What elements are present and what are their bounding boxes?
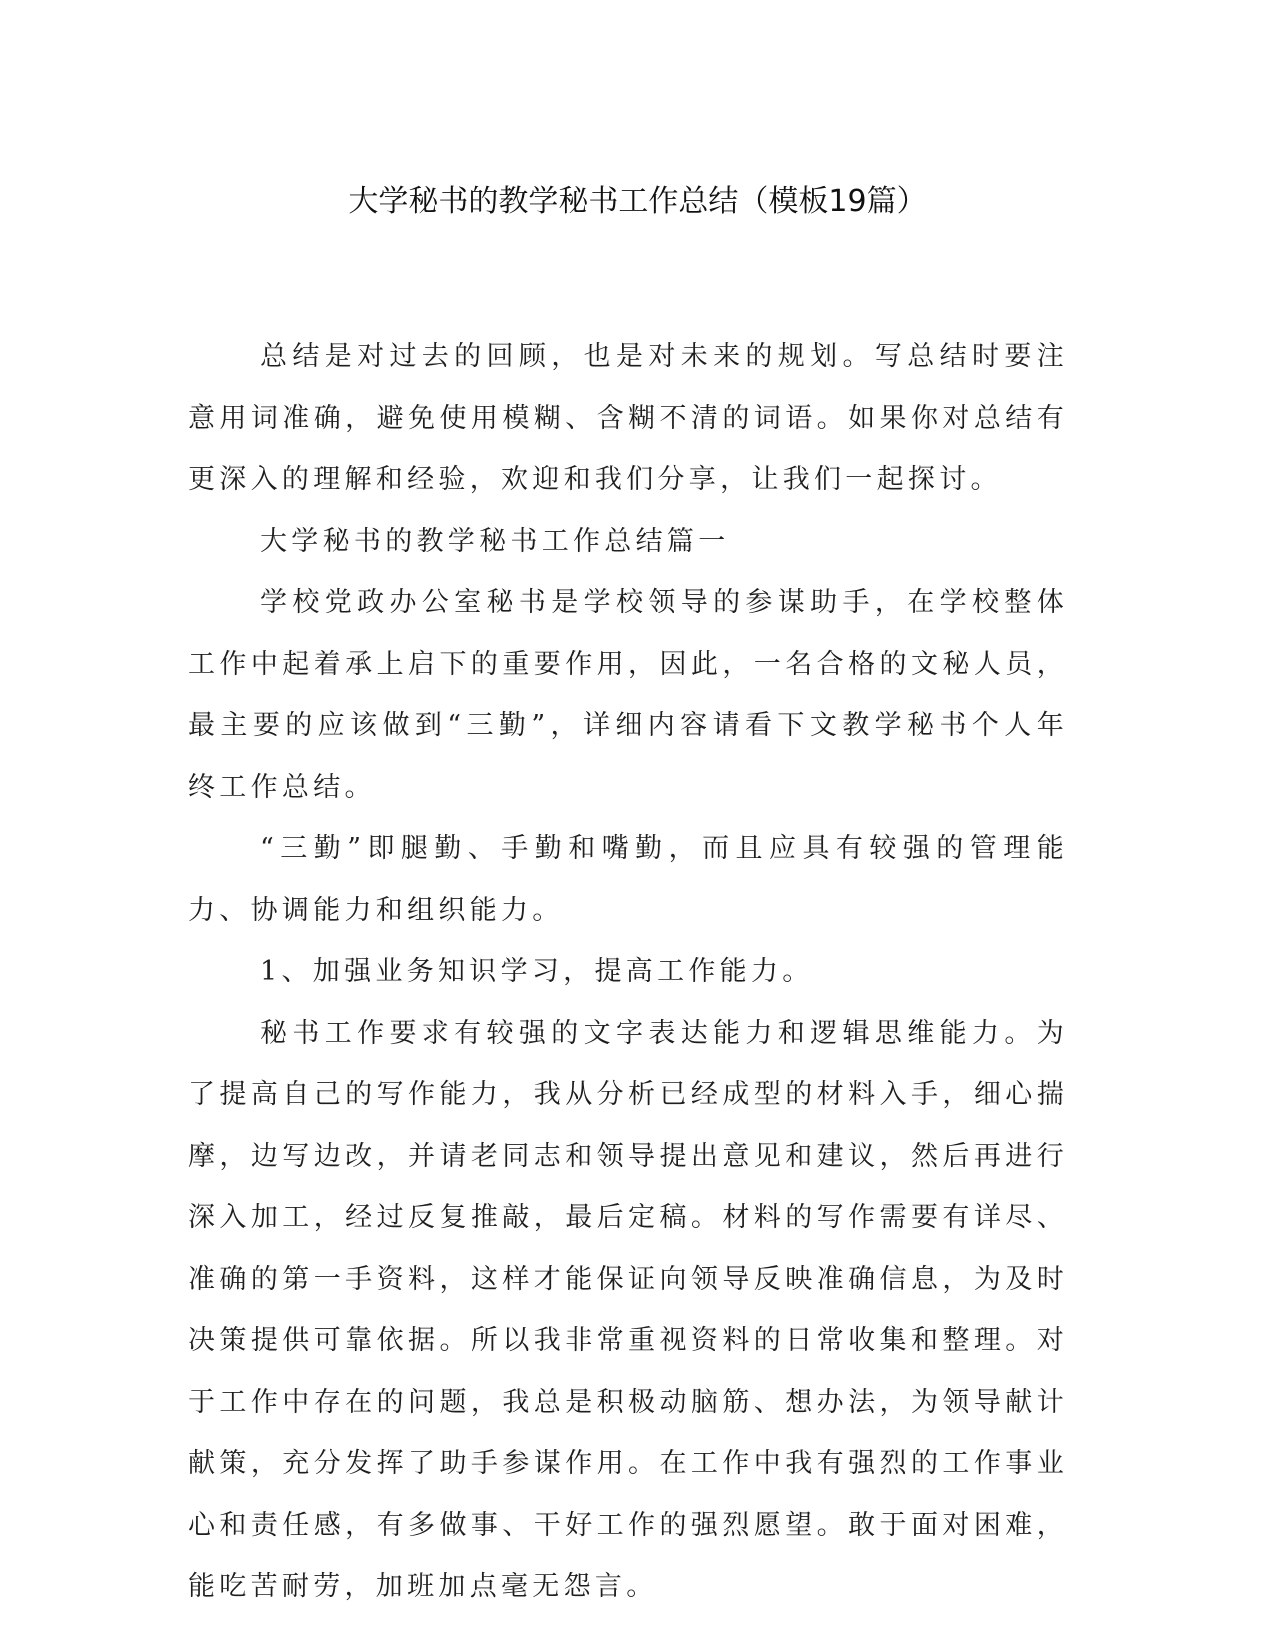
intro-paragraph: 总结是对过去的回顾，也是对未来的规划。写总结时要注意用词准确，避免使用模糊、含糊不清的词语。如果你对总结有更深入的理解和经验，欢迎和我们分享，让我们一起探讨。	[188, 341, 1068, 495]
numbered-heading: 1、加强业务知识学习，提高工作能力。	[260, 956, 814, 987]
body-paragraph: “三勤”即腿勤、手勤和嘴勤，而且应具有较强的管理能力、协调能力和组织能力。	[188, 833, 1068, 926]
body-paragraph: 学校党政办公室秘书是学校领导的参谋助手，在学校整体工作中起着承上启下的重要作用，因此，一名合格的文秘人员，最主要的应该做到“三勤”，详细内容请看下文教学秘书个人年终工作总结。	[188, 587, 1068, 803]
document-body	[188, 326, 1068, 1618]
body-paragraph: 秘书工作要求有较强的文字表达能力和逻辑思维能力。为了提高自己的写作能力，我从分析已经成型的材料入手，细心揣摩，边写边改，并请老同志和领导提出意见和建议，然后再进行深入加工，经过反复推敲，最后定稿。材料的写作需要有详尽、准确的第一手资料，这样才能保证向领导反映准确信息，为及时决策提供可靠依据。所以我非常重视资料的日常收集和整理。对于工作中存在的问题，我总是积极动脑筋、想办法，为领导献计献策，充分发挥了助手参谋作用。在工作中我有强烈的工作事业心和责任感，有多做事、干好工作的强烈愿望。敢于面对困难，能吃苦耐劳，加班加点毫无怨言。	[188, 1017, 1068, 1602]
section-heading: 大学秘书的教学秘书工作总结篇一	[260, 525, 730, 557]
document-title: 大学秘书的教学秘书工作总结（模板19篇）	[348, 184, 927, 219]
